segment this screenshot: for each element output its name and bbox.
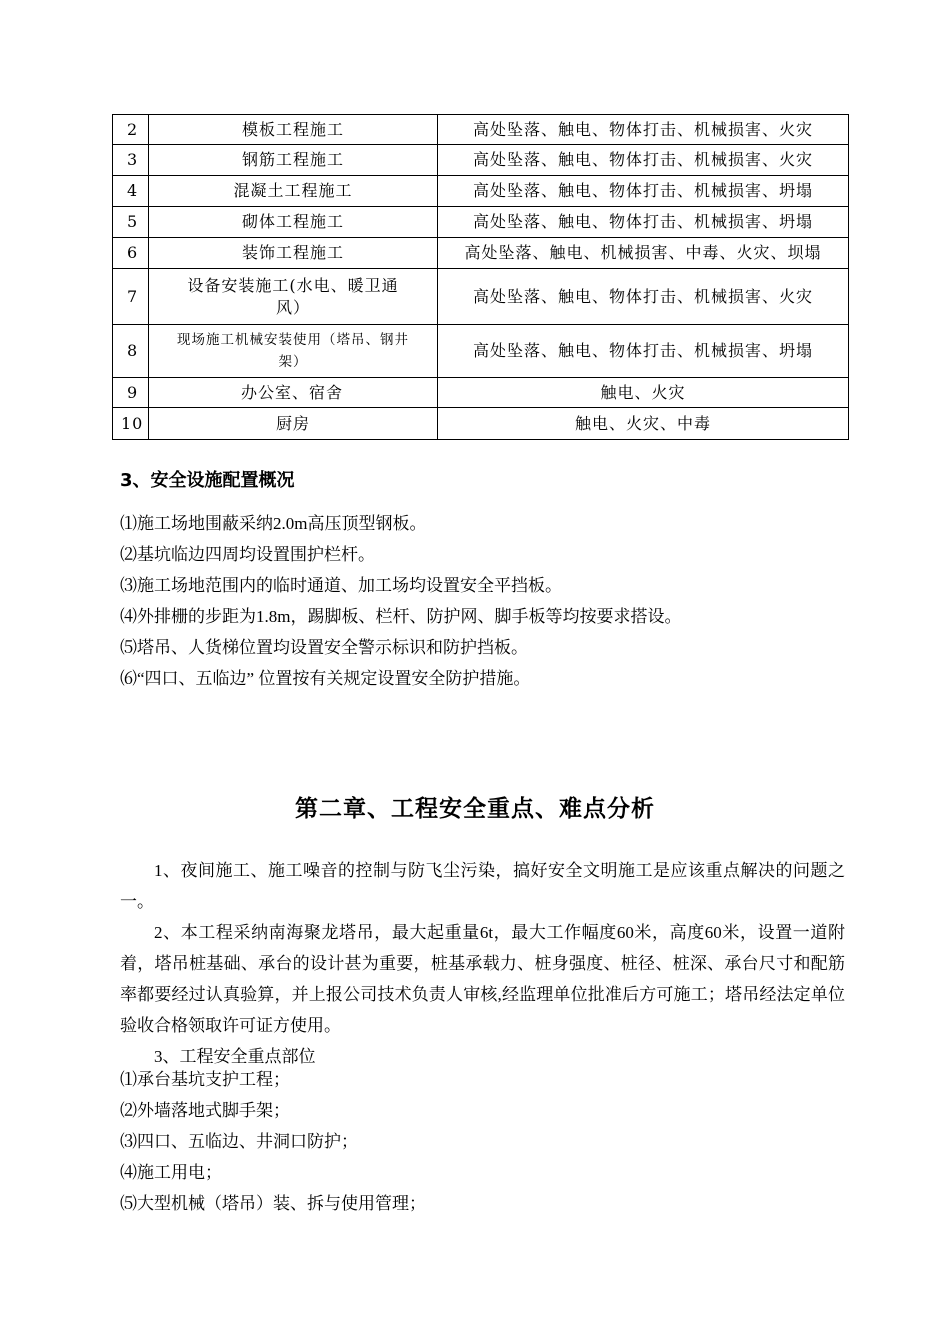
- work-item-line: 设备安装施工(水电、暖卫通: [187, 275, 399, 295]
- table-row: [113, 176, 849, 207]
- work-item: 模板工程施工: [149, 115, 438, 145]
- work-item: 钢筋工程施工: [149, 145, 438, 176]
- work-item: [149, 325, 438, 378]
- list-item: ⑸塔吊、人货梯位置均设置安全警示标识和防护挡板。: [120, 638, 528, 657]
- row-number: 10: [113, 408, 149, 440]
- section-heading: 3、安全设施配置概况: [120, 470, 295, 491]
- list-item: ⑴施工场地围蔽采纳2.0m高压顶型钢板。: [120, 514, 427, 533]
- list-item: ⑸大型机械（塔吊）装、拆与使用管理；: [120, 1194, 426, 1213]
- table-row: [113, 145, 849, 176]
- table-row: [113, 238, 849, 269]
- hazard-table: [112, 114, 849, 440]
- list-item: ⑴承台基坑支护工程；: [120, 1070, 290, 1089]
- work-item: [149, 269, 438, 325]
- hazard-list: 高处坠落、触电、物体打击、机械损害、坍塌: [438, 325, 849, 378]
- list-item: ⑵基坑临边四周均设置围护栏杆。: [120, 545, 375, 564]
- list-item: ⑷外排栅的步距为1.8m，踢脚板、栏杆、防护网、脚手板等均按要求搭设。: [120, 607, 682, 626]
- hazard-list: 高处坠落、触电、物体打击、机械损害、火灾: [438, 145, 849, 176]
- list-item: ⑶四口、五临边、井洞口防护；: [120, 1132, 358, 1151]
- work-item: 办公室、宿舍: [149, 378, 438, 408]
- work-item: 砌体工程施工: [149, 207, 438, 238]
- table-row: [113, 378, 849, 408]
- hazard-list: 高处坠落、触电、机械损害、中毒、火灾、坝塌: [438, 238, 849, 269]
- row-number: 6: [113, 238, 149, 269]
- hazard-list: 高处坠落、触电、物体打击、机械损害、火灾: [438, 115, 849, 145]
- row-number: 2: [113, 115, 149, 145]
- row-number: 5: [113, 207, 149, 238]
- row-number: 4: [113, 176, 149, 207]
- row-number: 9: [113, 378, 149, 408]
- work-item: 混凝土工程施工: [149, 176, 438, 207]
- list-item: ⑶施工场地范围内的临时通道、加工场均设置安全平挡板。: [120, 576, 562, 595]
- work-item-line: 风）: [275, 297, 310, 317]
- work-item-line: 架）: [278, 354, 308, 370]
- hazard-list: 触电、火灾、中毒: [438, 408, 849, 440]
- table-row: [113, 325, 849, 378]
- work-item: 装饰工程施工: [149, 238, 438, 269]
- work-item: 厨房: [149, 408, 438, 440]
- row-number: 3: [113, 145, 149, 176]
- row-number: 8: [113, 325, 149, 378]
- table-row: [113, 269, 849, 325]
- hazard-list: 触电、火灾: [438, 378, 849, 408]
- hazard-list: 高处坠落、触电、物体打击、机械损害、火灾: [438, 269, 849, 325]
- table-row: [113, 115, 849, 145]
- hazard-list: 高处坠落、触电、物体打击、机械损害、坍塌: [438, 207, 849, 238]
- paragraph: 1、夜间施工、施工噪音的控制与防飞尘污染，搞好安全文明施工是应该重点解决的问题之一。: [120, 861, 845, 911]
- paragraph: 3、工程安全重点部位: [154, 1047, 316, 1066]
- hazard-list: 高处坠落、触电、物体打击、机械损害、坍塌: [438, 176, 849, 207]
- chapter-body: [120, 855, 845, 1072]
- row-number: 7: [113, 269, 149, 325]
- safety-facilities-list: [120, 508, 845, 694]
- list-item: ⑵外墙落地式脚手架；: [120, 1101, 290, 1120]
- work-item-line: 现场施工机械安装使用（塔吊、钢井: [177, 332, 409, 348]
- table-row: [113, 408, 849, 440]
- chapter-title: 第二章、工程安全重点、难点分析: [295, 796, 655, 822]
- table-row: [113, 207, 849, 238]
- list-item: ⑷施工用电；: [120, 1163, 222, 1182]
- key-areas-list: [120, 1064, 845, 1219]
- list-item: ⑹“四口、五临边” 位置按有关规定设置安全防护措施。: [120, 669, 531, 688]
- paragraph: 2、本工程采纳南海聚龙塔吊，最大起重量6t，最大工作幅度60米，高度60米，设置一道附着，塔吊桩基础、承台的设计甚为重要，桩基承载力、桩身强度、桩径、桩深、承台尺寸和配筋率都要经过认真验算，并上报公司技术负责人审核,经监理单位批准后方可施工；塔吊经法定单位验收合格领取许可证方使用。: [120, 923, 845, 1035]
